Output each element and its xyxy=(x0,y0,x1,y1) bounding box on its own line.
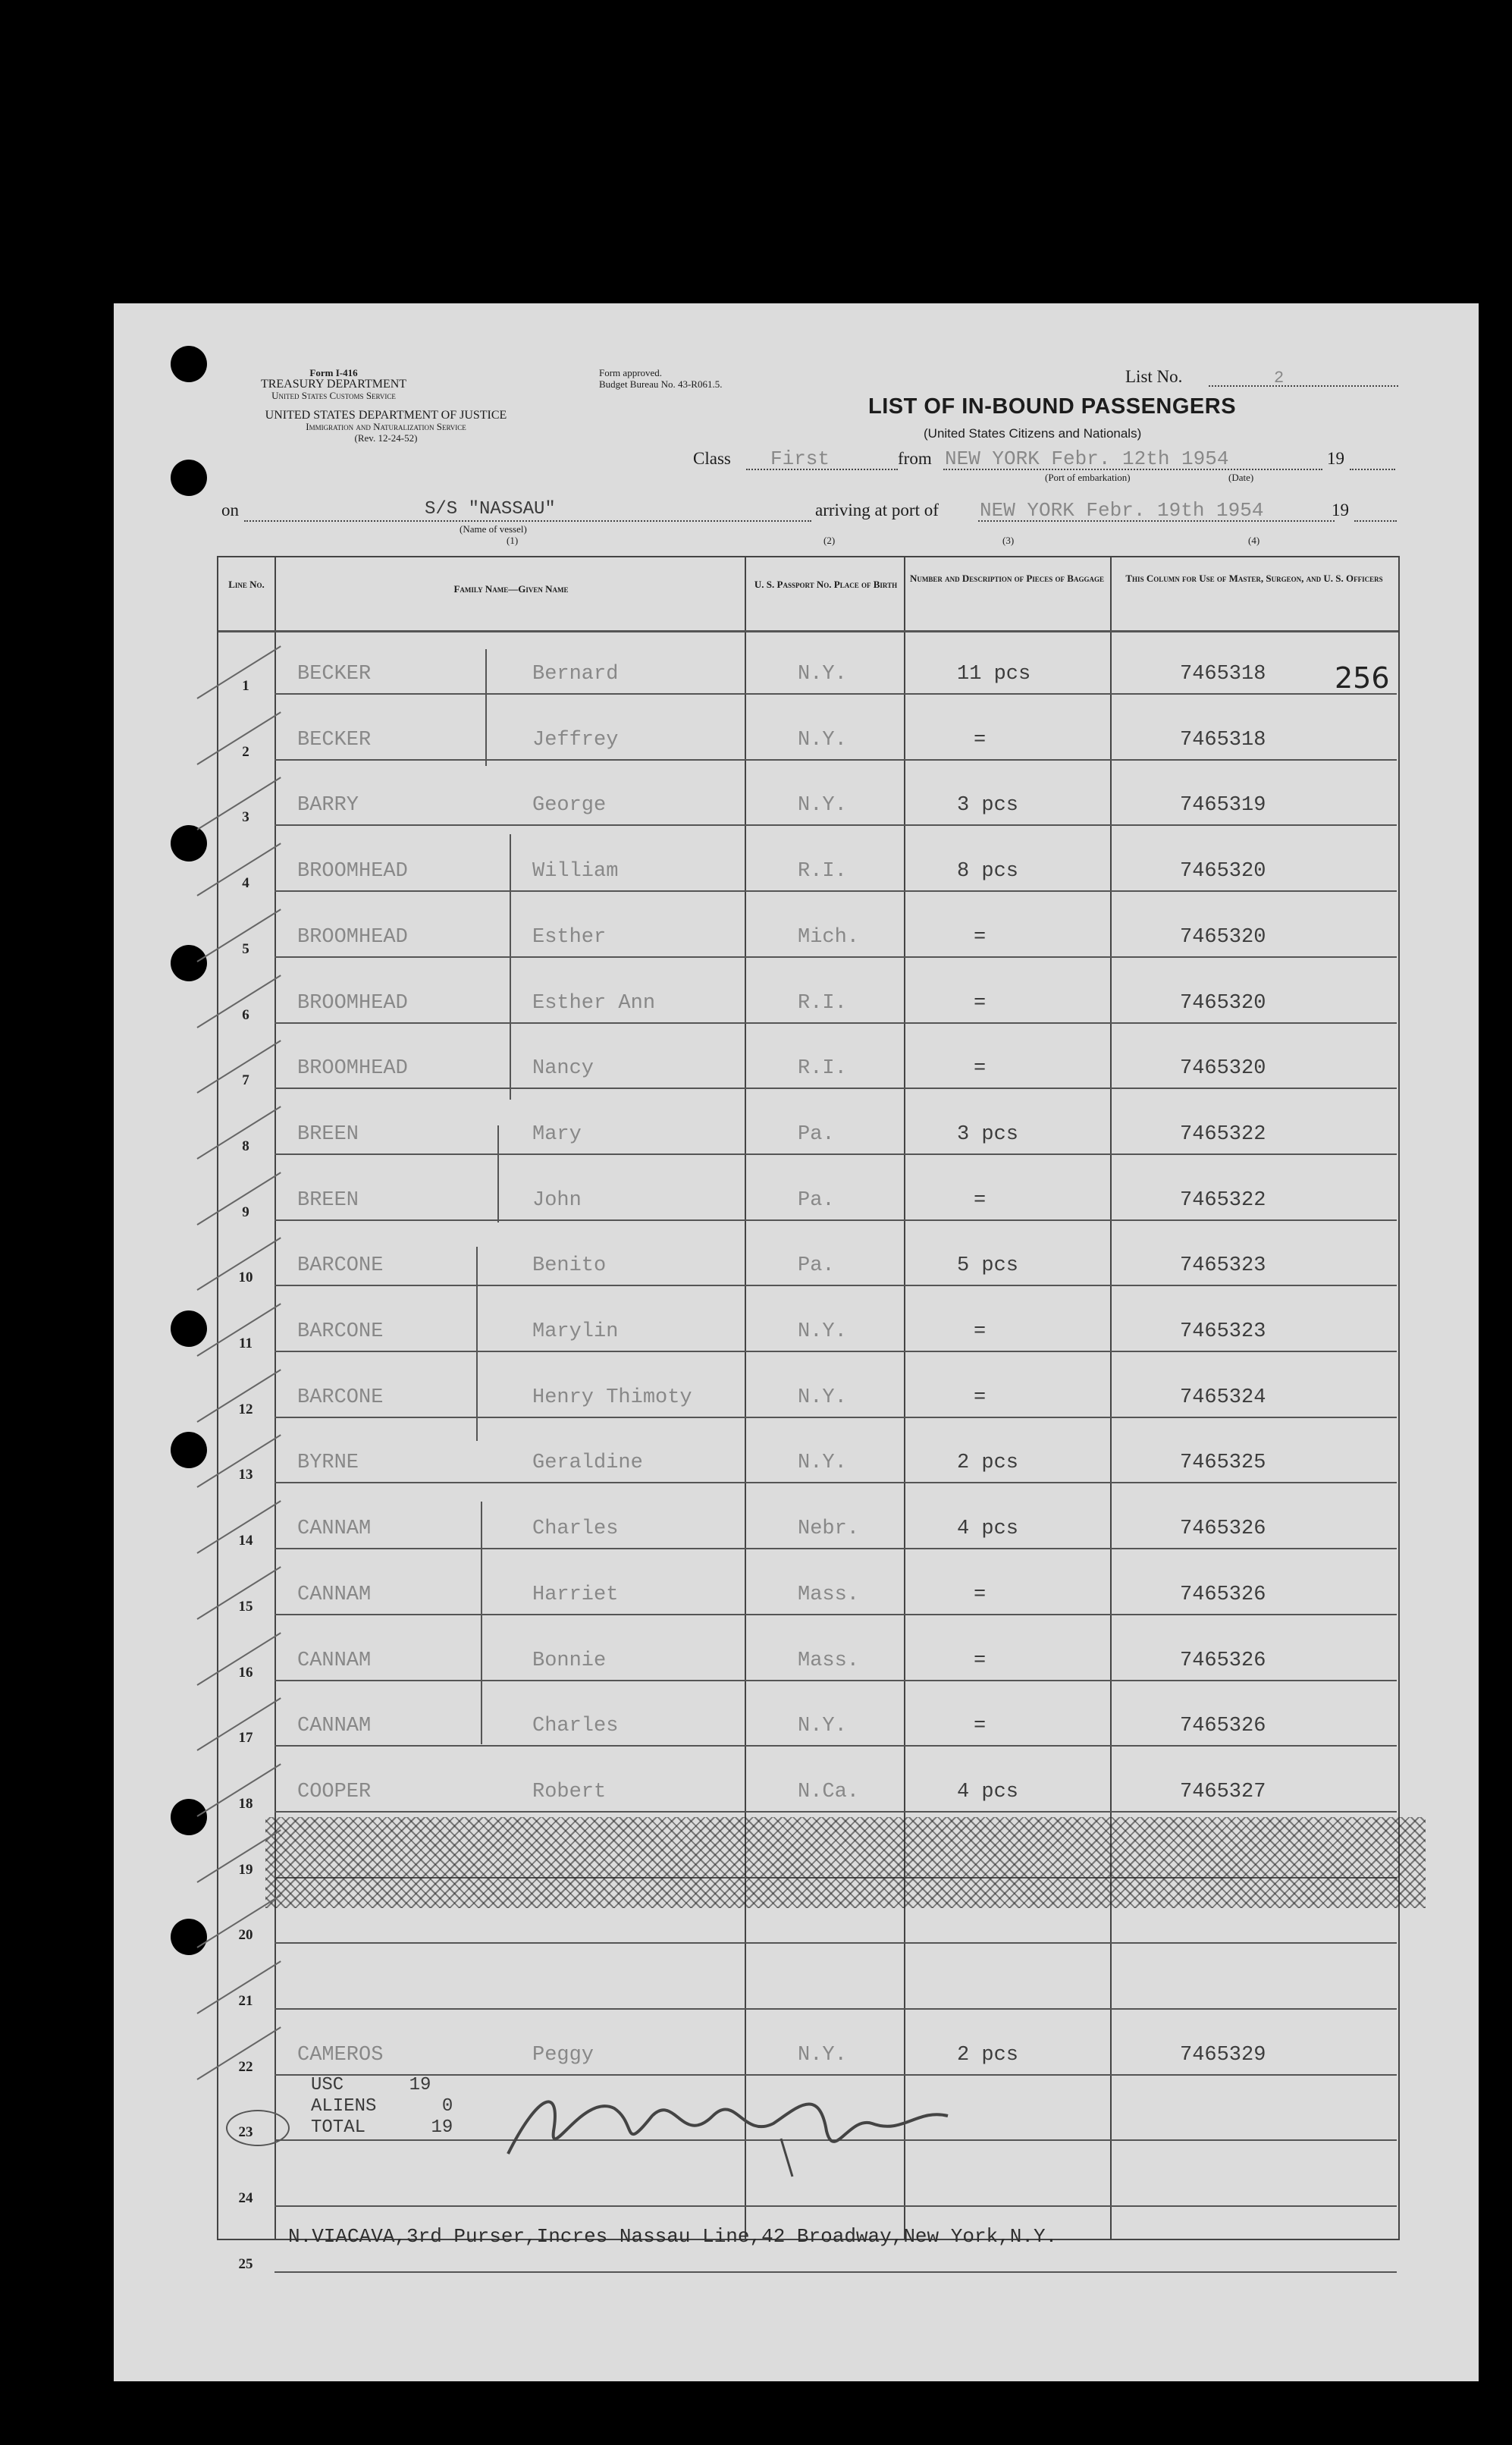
given-name: Harriet xyxy=(532,1583,619,1606)
line-number: 12 xyxy=(238,1401,253,1417)
line-number: 21 xyxy=(238,1993,253,2009)
given-name: George xyxy=(532,794,607,818)
given-name: Charles xyxy=(532,1715,619,1738)
row-rule xyxy=(274,824,1397,826)
place-of-birth: N.Ca. xyxy=(798,1780,860,1803)
row-rule xyxy=(274,1285,1397,1286)
given-name: Esther Ann xyxy=(532,991,656,1015)
place-of-birth: Mass. xyxy=(798,1583,860,1606)
given-name: Marylin xyxy=(532,1320,619,1343)
baggage: 5 pcs xyxy=(957,1254,1019,1278)
class-value: First xyxy=(770,447,830,470)
place-of-birth: Pa. xyxy=(798,1254,835,1278)
baggage: = xyxy=(974,925,987,949)
circled-line-number xyxy=(226,2110,290,2146)
family-bracket xyxy=(485,649,487,766)
place-of-birth: R.I. xyxy=(798,991,847,1015)
place-of-birth: N.Y. xyxy=(798,728,847,752)
justice-dept: UNITED STATES DEPARTMENT OF JUSTICE xyxy=(265,409,507,422)
form-approved: Form approved. xyxy=(599,367,663,378)
baggage: = xyxy=(974,1188,987,1212)
family-name: CAMEROS xyxy=(297,2043,384,2067)
given-name: William xyxy=(532,860,619,884)
row-rule xyxy=(274,1482,1397,1483)
given-name: Benito xyxy=(532,1254,607,1278)
handwritten-annotation: 256 xyxy=(1335,661,1390,695)
arriving-year-suffix: 19 xyxy=(1332,501,1349,519)
row-rule xyxy=(274,759,1397,761)
total-value: 19 xyxy=(431,2117,453,2138)
usc-label: USC xyxy=(311,2075,344,2095)
list-no-value: 2 xyxy=(1274,369,1285,388)
row-rule xyxy=(274,1811,1397,1813)
passport-number: 7465327 xyxy=(1180,1780,1266,1803)
family-name: BROOMHEAD xyxy=(297,860,408,884)
line-number: 18 xyxy=(238,1795,253,1812)
place-of-birth: Nebr. xyxy=(798,1518,860,1541)
baggage: 2 pcs xyxy=(957,2043,1019,2067)
place-of-birth: N.Y. xyxy=(798,2043,847,2067)
page-subtitle: (United States Citizens and Nationals) xyxy=(924,426,1142,441)
list-no-label: List No. xyxy=(1125,367,1183,386)
on-label: on xyxy=(221,501,239,519)
vessel-name: S/S "NASSAU" xyxy=(425,499,556,519)
col-num-3: (3) xyxy=(1002,535,1015,546)
line-number: 9 xyxy=(242,1204,249,1220)
baggage: = xyxy=(974,1320,987,1343)
punch-hole xyxy=(171,346,207,382)
given-name: Nancy xyxy=(532,1057,594,1081)
place-of-birth: Pa. xyxy=(798,1122,835,1146)
row-rule xyxy=(274,1351,1397,1352)
place-of-birth: N.Y. xyxy=(798,1715,847,1738)
passport-number: 7465319 xyxy=(1180,794,1266,818)
passport-number: 7465318 xyxy=(1180,728,1266,752)
family-name: BARCONE xyxy=(297,1320,384,1343)
from-label: from xyxy=(898,449,932,468)
given-name: Mary xyxy=(532,1122,582,1146)
total-label: TOTAL xyxy=(311,2117,366,2138)
line-number: 8 xyxy=(242,1138,249,1154)
baggage: = xyxy=(974,728,987,752)
line-number: 23 xyxy=(238,2124,253,2141)
place-of-birth: R.I. xyxy=(798,860,847,884)
given-name: Jeffrey xyxy=(532,728,619,752)
given-name: Charles xyxy=(532,1518,619,1541)
line-number: 11 xyxy=(239,1335,253,1351)
passport-number: 7465326 xyxy=(1180,1518,1266,1541)
family-name: CANNAM xyxy=(297,1649,372,1672)
row-rule xyxy=(274,1745,1397,1747)
punch-hole xyxy=(171,1799,207,1835)
passport-number: 7465320 xyxy=(1180,925,1266,949)
line-number: 19 xyxy=(238,1861,253,1878)
family-name: BROOMHEAD xyxy=(297,1057,408,1081)
row-rule xyxy=(274,1614,1397,1615)
family-name: BECKER xyxy=(297,663,372,686)
line-number: 24 xyxy=(238,2190,253,2207)
given-name: Peggy xyxy=(532,2043,594,2067)
family-name: BARCONE xyxy=(297,1386,384,1409)
passport-number: 7465324 xyxy=(1180,1386,1266,1409)
ins-service: Immigration and Naturalization Service xyxy=(306,421,466,432)
signature-scrawl xyxy=(493,2063,978,2184)
line-number: 20 xyxy=(238,1927,253,1944)
place-of-birth: N.Y. xyxy=(798,663,847,686)
punch-hole xyxy=(171,825,207,862)
row-rule xyxy=(274,1942,1397,1944)
row-rule xyxy=(274,956,1397,958)
given-name: John xyxy=(532,1188,582,1212)
passport-number: 7465320 xyxy=(1180,991,1266,1015)
family-name: BROOMHEAD xyxy=(297,991,408,1015)
family-bracket xyxy=(510,834,511,1100)
form-number: Form I-416 xyxy=(309,367,358,378)
row-rule xyxy=(274,1219,1397,1221)
passport-number: 7465322 xyxy=(1180,1188,1266,1212)
place-of-birth: N.Y. xyxy=(798,1320,847,1343)
col-header-name: Family Name—Given Name xyxy=(453,583,569,595)
from-value: NEW YORK Febr. 12th 1954 xyxy=(945,447,1229,470)
treasury-dept: TREASURY DEPARTMENT xyxy=(260,378,407,391)
family-bracket xyxy=(481,1502,482,1744)
place-of-birth: Pa. xyxy=(798,1188,835,1212)
passport-number: 7465320 xyxy=(1180,1057,1266,1081)
punch-hole xyxy=(171,460,207,496)
row-rule xyxy=(274,890,1397,892)
baggage: = xyxy=(974,1649,987,1672)
baggage: 11 pcs xyxy=(957,663,1031,686)
baggage: 3 pcs xyxy=(957,1122,1019,1146)
page-title: LIST OF IN-BOUND PASSENGERS xyxy=(868,394,1237,419)
col-num-1: (1) xyxy=(507,535,519,546)
line-number: 16 xyxy=(238,1664,253,1681)
place-of-birth: Mich. xyxy=(798,925,860,949)
col-header-baggage: Number and Description of Pieces of Baggage xyxy=(910,573,1104,584)
place-of-birth: Mass. xyxy=(798,1649,860,1672)
family-name: BREEN xyxy=(297,1188,359,1212)
col-header-line-no: Line No. xyxy=(228,579,265,590)
passport-number: 7465326 xyxy=(1180,1715,1266,1738)
line-number: 4 xyxy=(242,875,249,892)
baggage: = xyxy=(974,991,987,1015)
family-name: CANNAM xyxy=(297,1715,372,1738)
totals-block xyxy=(311,2075,453,2139)
col-header-officers: This Column for Use of Master, Surgeon, and U. S. Officers xyxy=(1125,573,1383,584)
passport-number: 7465326 xyxy=(1180,1649,1266,1672)
baggage: 3 pcs xyxy=(957,794,1019,818)
line-number: 22 xyxy=(238,2058,253,2075)
place-of-birth: N.Y. xyxy=(798,794,847,818)
row-rule xyxy=(274,1022,1397,1024)
vessel-caption: (Name of vessel) xyxy=(460,523,527,535)
purser-line: N.VIACAVA,3rd Purser,Incres Nassau Line,42 Broadway,New York,N.Y. xyxy=(288,2225,1058,2248)
baggage: 4 pcs xyxy=(957,1780,1019,1803)
budget-bureau: Budget Bureau No. 43-R061.5. xyxy=(599,378,723,390)
row-rule xyxy=(274,1153,1397,1155)
from-year-suffix: 19 xyxy=(1327,449,1344,468)
class-label: Class xyxy=(693,449,731,468)
row-rule xyxy=(274,2205,1397,2207)
line-number: 14 xyxy=(238,1533,253,1549)
line-number: 17 xyxy=(238,1730,253,1747)
passport-number: 7465325 xyxy=(1180,1452,1266,1475)
baggage: 8 pcs xyxy=(957,860,1019,884)
arriving-label: arriving at port of xyxy=(815,501,939,519)
row-rule xyxy=(274,1417,1397,1418)
customs-service: United States Customs Service xyxy=(271,390,396,401)
family-name: BREEN xyxy=(297,1122,359,1146)
row-rule xyxy=(274,1088,1397,1089)
punch-hole xyxy=(171,1919,207,1955)
arriving-value: NEW YORK Febr. 19th 1954 xyxy=(980,499,1264,522)
family-name: CANNAM xyxy=(297,1518,372,1541)
row-rule xyxy=(274,1548,1397,1549)
baggage: 4 pcs xyxy=(957,1518,1019,1541)
line-number: 2 xyxy=(242,743,249,760)
line-number: 6 xyxy=(242,1006,249,1023)
line-number: 3 xyxy=(242,809,249,826)
line-number: 5 xyxy=(242,940,249,957)
given-name: Geraldine xyxy=(532,1452,643,1475)
family-bracket xyxy=(476,1247,478,1441)
passport-number: 7465323 xyxy=(1180,1254,1266,1278)
given-name: Bernard xyxy=(532,663,619,686)
place-of-birth: N.Y. xyxy=(798,1386,847,1409)
col-num-2: (2) xyxy=(823,535,836,546)
given-name: Bonnie xyxy=(532,1649,607,1672)
family-name: CANNAM xyxy=(297,1583,372,1606)
baggage: 2 pcs xyxy=(957,1452,1019,1475)
line-number: 10 xyxy=(238,1270,253,1286)
crossed-out-entries xyxy=(265,1817,1426,1908)
row-rule xyxy=(274,693,1397,695)
family-name: BARCONE xyxy=(297,1254,384,1278)
line-number: 13 xyxy=(238,1467,253,1483)
family-name: BROOMHEAD xyxy=(297,925,408,949)
punch-hole xyxy=(171,1310,207,1347)
punch-hole xyxy=(171,945,207,981)
line-number: 7 xyxy=(242,1072,249,1089)
place-of-birth: R.I. xyxy=(798,1057,847,1081)
line-number: 1 xyxy=(242,678,249,694)
form-revision: (Rev. 12-24-52) xyxy=(354,432,418,444)
baggage: = xyxy=(974,1583,987,1606)
baggage: = xyxy=(974,1057,987,1081)
row-rule xyxy=(274,2271,1397,2273)
passport-number: 7465322 xyxy=(1180,1122,1266,1146)
aliens-label: ALIENS xyxy=(311,2096,377,2117)
passport-number: 7465320 xyxy=(1180,860,1266,884)
passport-number: 7465326 xyxy=(1180,1583,1266,1606)
given-name: Robert xyxy=(532,1780,607,1803)
place-of-birth: N.Y. xyxy=(798,1452,847,1475)
port-embark-caption: (Port of embarkation) xyxy=(1045,472,1131,483)
punch-hole xyxy=(171,1432,207,1468)
line-number: 15 xyxy=(238,1598,253,1615)
family-name: BYRNE xyxy=(297,1452,359,1475)
family-name: BARRY xyxy=(297,794,359,818)
usc-value: 19 xyxy=(409,2075,431,2095)
given-name: Henry Thimoty xyxy=(532,1386,692,1409)
col-num-4: (4) xyxy=(1248,535,1260,546)
passport-number: 7465323 xyxy=(1180,1320,1266,1343)
passport-number: 7465329 xyxy=(1180,2043,1266,2067)
family-bracket xyxy=(497,1125,499,1222)
baggage: = xyxy=(974,1715,987,1738)
line-number: 25 xyxy=(238,2255,253,2272)
aliens-value: 0 xyxy=(441,2096,453,2117)
passport-number: 7465318 xyxy=(1180,663,1266,686)
row-rule xyxy=(274,1680,1397,1681)
baggage: = xyxy=(974,1386,987,1409)
col-header-passport: U. S. Passport No. Place of Birth xyxy=(754,579,898,590)
date-caption: (Date) xyxy=(1228,472,1254,483)
family-name: BECKER xyxy=(297,728,372,752)
family-name: COOPER xyxy=(297,1780,372,1803)
row-rule xyxy=(274,2008,1397,2010)
given-name: Esther xyxy=(532,925,607,949)
